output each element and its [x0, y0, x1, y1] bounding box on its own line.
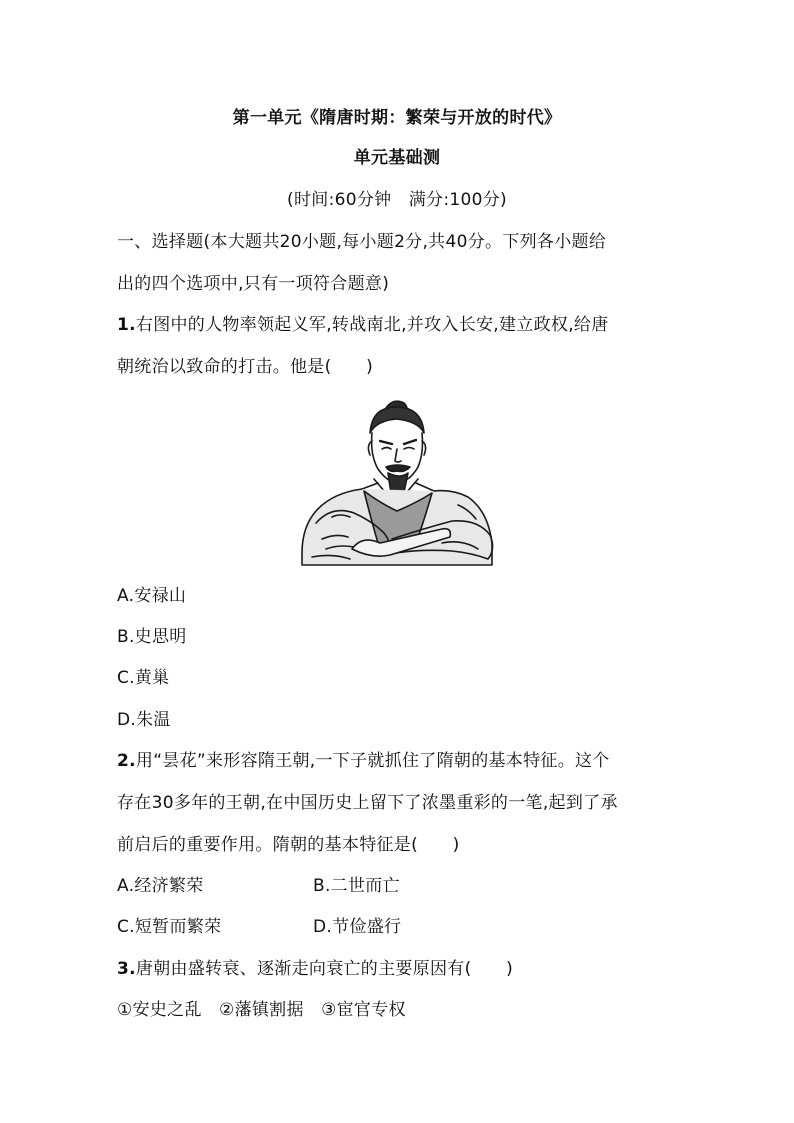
exam-meta: (时间:60分钟 满分:100分)	[287, 190, 507, 210]
question-2-option-d: D.节俭盛行	[313, 917, 402, 937]
question-1-option-d: D.朱温	[117, 710, 171, 730]
exam-subtitle: 单元基础测	[353, 148, 441, 168]
section-instruction-line2: 出的四个选项中,只有一项符合题意)	[117, 274, 390, 294]
historical-figure-illustration-icon	[292, 393, 504, 573]
question-1-option-c: C.黄巢	[117, 668, 170, 688]
question-3-options: ①安史之乱 ②藩镇割据 ③宦官专权	[117, 1000, 406, 1020]
question-1-option-a: A.安禄山	[117, 586, 187, 606]
question-2-line1	[117, 749, 610, 773]
question-number: 1.	[117, 315, 136, 335]
question-2-option-b: B.二世而亡	[313, 876, 400, 896]
exam-title: 第一单元《隋唐时期：繁荣与开放的时代》	[232, 108, 562, 128]
question-2-option-a: A.经济繁荣	[117, 876, 204, 896]
question-1-option-b: B.史思明	[117, 627, 187, 647]
question-2-line2: 存在30多年的王朝,在中国历史上留下了浓墨重彩的一笔,起到了承	[117, 793, 618, 813]
question-1-line2: 朝统治以致命的打击。他是( )	[117, 357, 374, 377]
question-2-option-c: C.短暂而繁荣	[117, 917, 222, 937]
question-number: 2.	[117, 751, 136, 771]
question-1-line1	[117, 313, 609, 337]
question-text: 右图中的人物率领起义军,转战南北,并攻入长安,建立政权,给唐	[135, 315, 609, 335]
question-text: 唐朝由盛转衰、逐渐走向衰亡的主要原因有( )	[135, 959, 514, 979]
question-2-line3: 前启后的重要作用。隋朝的基本特征是( )	[117, 835, 460, 855]
question-number: 3.	[117, 959, 136, 979]
question-text: 用“昙花”来形容隋王朝,一下子就抓住了隋朝的基本特征。这个	[135, 751, 610, 771]
section-instruction-line1: 一、选择题(本大题共20小题,每小题2分,共40分。下列各小题给	[117, 232, 607, 252]
question-3-line1	[117, 957, 513, 981]
